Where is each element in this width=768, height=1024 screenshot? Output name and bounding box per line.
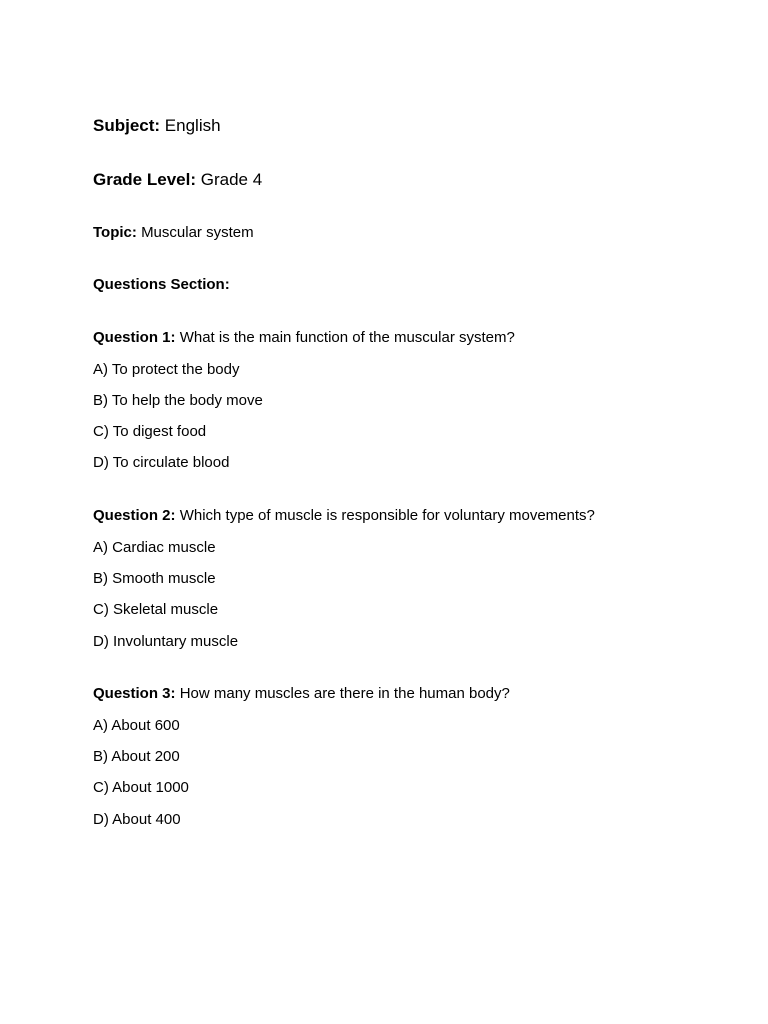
question-2-option-c: C) Skeletal muscle <box>93 601 219 618</box>
question-3-option-c: C) About 1000 <box>93 779 189 796</box>
questions-section-heading: Questions Section: <box>93 276 230 293</box>
question-1-option-b: B) To help the body move <box>93 392 263 409</box>
topic-label: Topic: <box>93 224 137 241</box>
question-2-text: Which type of muscle is responsible for voluntary movements? <box>179 507 595 524</box>
question-2-line <box>93 508 595 523</box>
topic-line <box>93 225 254 240</box>
subject-label: Subject: <box>93 116 161 135</box>
question-1-text: What is the main function of the muscular system? <box>179 329 515 346</box>
question-3-option-a: A) About 600 <box>93 717 180 734</box>
question-1-option-c: C) To digest food <box>93 423 207 440</box>
question-3-option-d: D) About 400 <box>93 811 181 828</box>
question-3-line <box>93 686 510 701</box>
question-2-option-a: A) Cardiac muscle <box>93 539 216 556</box>
question-2-option-b: B) Smooth muscle <box>93 570 216 587</box>
question-1-line <box>93 330 515 345</box>
question-2-option-d: D) Involuntary muscle <box>93 633 239 650</box>
grade-level-label: Grade Level: <box>93 170 196 189</box>
question-1-option-d: D) To circulate blood <box>93 454 230 471</box>
question-3-option-b: B) About 200 <box>93 748 180 765</box>
question-3-text: How many muscles are there in the human body? <box>179 685 510 702</box>
subject-value: English <box>164 116 221 135</box>
question-1-option-a: A) To protect the body <box>93 361 240 378</box>
grade-level-value: Grade 4 <box>200 170 263 189</box>
topic-value: Muscular system <box>141 224 254 241</box>
subject-line <box>93 117 221 134</box>
question-3-label: Question 3: <box>93 685 176 702</box>
question-2-label: Question 2: <box>93 507 176 524</box>
grade-level-line <box>93 171 262 188</box>
question-1-label: Question 1: <box>93 329 176 346</box>
